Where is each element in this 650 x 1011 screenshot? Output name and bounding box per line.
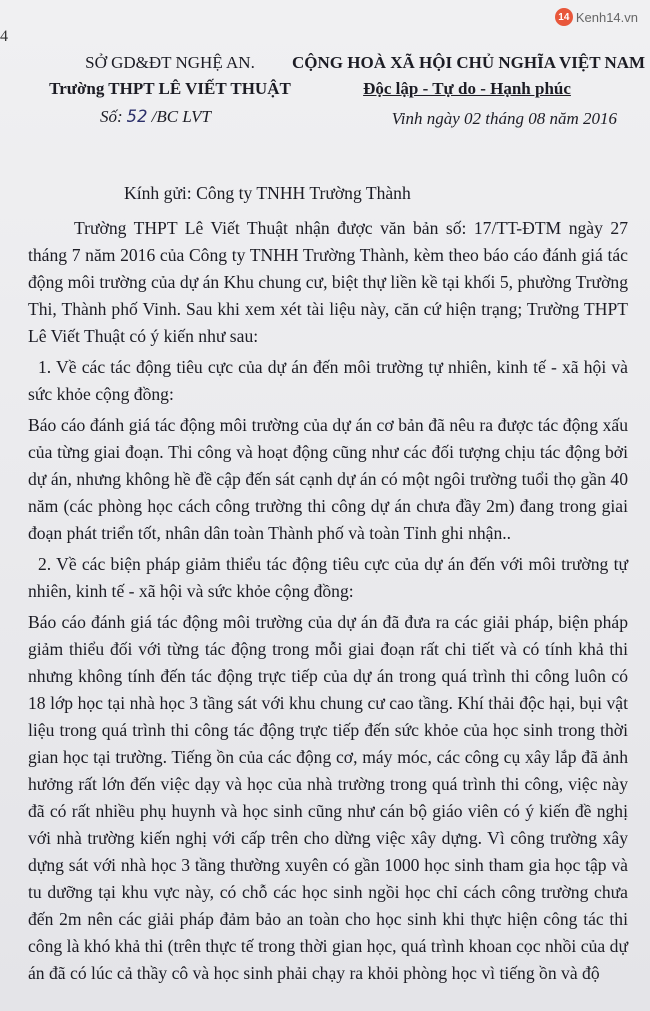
section-2-body: Báo cáo đánh giá tác động môi trường của dự án đã đưa ra các giải pháp, biện pháp giảm thiểu đối với từng tác động trong mỗi giai đoạn rất chi tiết và có tính khả thi nhưng không tính đến tác động trực tiếp của dự án trong quá trình thi công luôn có 18 lớp học tại nhà học 3 tầng sát với khu chung cư cao tầng. Khí thải độc hại, bụi vật liệu trong quá trình thi công tác động trực tiếp đến sức khỏe của học sinh trong thời gian học tại trường. Tiếng ồn của các động cơ, máy móc, các công cụ xây lắp đã ảnh hưởng rất lớn đến việc dạy và học của nhà trường trong quá trình thi công, việc này đã có rất nhiều phụ huynh và học sinh cũng như cán bộ giáo viên có ý kiến đề nghị với nhà trường kiến nghị với cấp trên cho dừng việc xây dựng. Vì công trường xây dựng sát với nhà học 3 tầng thường xuyên có gần 1000 học sinh tham gia học tập và tu dưỡng tại khu vực này, có chỗ các học sinh ngồi học chỉ cách công trường chưa đến 2m nên các giải pháp đảm bảo an toàn cho học sinh khi thực hiện công tác thi công là khó khả thi (trên thực tế trong thời gian học, quá trình khoan cọc nhồi của dự án đã có lúc cả thầy cô và học sinh phải chạy ra khỏi phòng học vì tiếng ồn và độ <box>28 612 628 983</box>
watermark-logo-icon: 14 <box>555 8 573 26</box>
greeting-line: Kính gửi: Công ty TNHH Trường Thành <box>124 183 411 203</box>
section-2-title: 2. Về các biện pháp giảm thiểu tác động tiêu cực của dự án đến với môi trường tự nhiên, kinh tế - xã hội và sức khỏe cộng đồng: <box>28 554 628 601</box>
national-motto: Độc lập - Tự do - Hạnh phúc <box>363 79 571 98</box>
header-right <box>292 50 646 132</box>
doc-number-suffix: /BC LVT <box>151 107 212 126</box>
school-name: Trường THPT LÊ VIẾT THUẬT <box>49 79 291 98</box>
doc-number-prefix: Số: <box>100 107 123 126</box>
watermark-site-name: Kenh14.vn <box>575 9 638 25</box>
site-watermark <box>555 8 638 26</box>
doc-number-handwritten: 52 <box>126 107 148 127</box>
intro-paragraph: Trường THPT Lê Viết Thuật nhận được văn bản số: 17/TT-ĐTM ngày 27 tháng 7 năm 2016 của Công ty TNHH Trường Thành, kèm theo báo cáo đánh giá tác động môi trường của dự án Khu chung cư, biệt thự liền kề tại khối 5, phường Trường Thi, Thành phố Vinh. Sau khi xem xét tài liệu này, căn cứ hiện trạng; Trường THPT Lê Viết Thuật có ý kiến như sau: <box>28 218 628 346</box>
document-body <box>28 180 628 987</box>
header-left <box>40 50 300 130</box>
document-date: Vinh ngày 02 tháng 08 năm 2016 <box>391 109 617 128</box>
document-number <box>40 104 300 130</box>
corner-mark: 4 <box>0 28 8 45</box>
department-name: SỞ GD&ĐT NGHỆ AN. <box>85 53 255 72</box>
section-1-body: Báo cáo đánh giá tác động môi trường của dự án cơ bản đã nêu ra được tác động xấu của từng giai đoạn. Thi công và hoạt động cũng như các đối tượng chịu tác động bởi dự án, nhưng không hề đề cập đến sát cạnh dự án có một ngôi trường tuổi thọ gần 40 năm (các phòng học cách công trường thi công dự án chưa đầy 2m) đang trong giai đoạn phát triển tốt, nhân dân toàn Thành phố và toàn Tỉnh ghi nhận.. <box>28 415 628 543</box>
country-name: CỘNG HOÀ XÃ HỘI CHỦ NGHĨA VIỆT NAM <box>292 53 646 72</box>
section-1-title: 1. Về các tác động tiêu cực của dự án đến môi trường tự nhiên, kinh tế - xã hội và sức khỏe cộng đồng: <box>28 357 628 404</box>
